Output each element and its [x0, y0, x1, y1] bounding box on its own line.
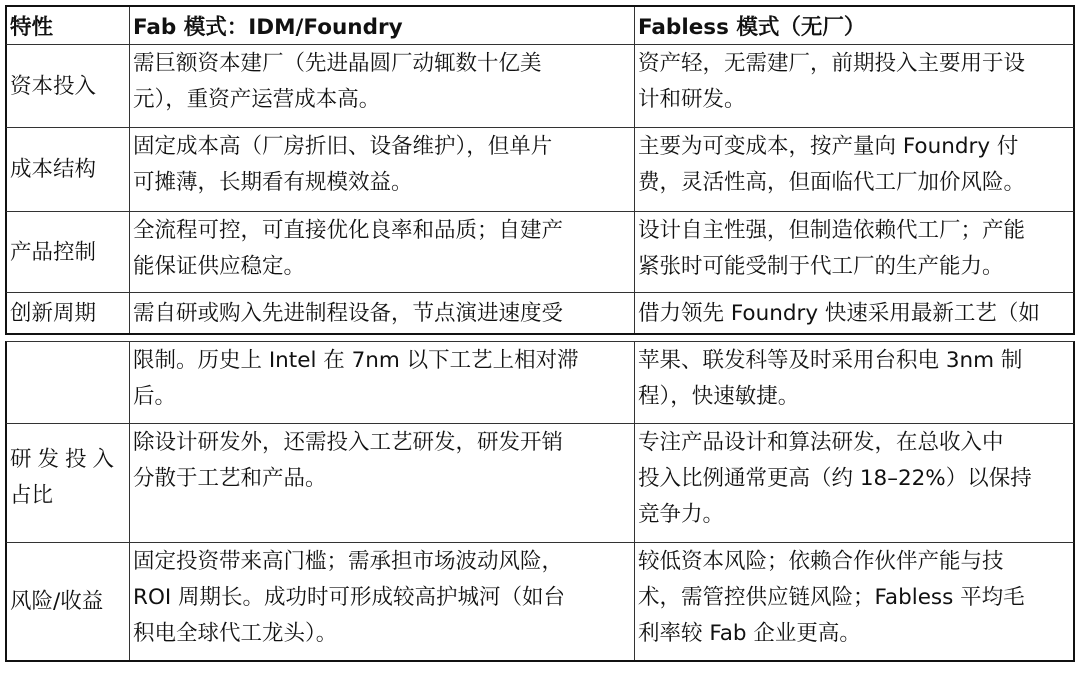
row-fab-cell [130, 342, 635, 423]
cell-line: 限制。历史上 Intel 在 7nm 以下工艺上相对滞 [133, 348, 579, 373]
cell-line: 需巨额资本建厂（先进晶圆厂动辄数十亿美 [133, 51, 542, 76]
row-feature [7, 212, 130, 292]
row-feature [7, 45, 130, 127]
header-fab: Fab 模式：IDM/Foundry [130, 7, 635, 44]
row-fab-cell [130, 128, 635, 211]
row-fabless-cell [635, 543, 1073, 660]
cell-line: 固定成本高（厂房折旧、设备维护），但单片 [133, 134, 553, 159]
row-feature [7, 543, 130, 660]
row-fabless-cell [635, 293, 1073, 333]
cell-line: 苹果、联发科等及时采用台积电 3nm 制 [638, 348, 1023, 373]
row-feature-label: 成本结构 [10, 157, 97, 182]
row-fabless-cell [635, 342, 1073, 423]
cell-line: 竞争力。 [638, 502, 725, 527]
row-feature-label: 占比 [10, 483, 54, 508]
table-row [5, 293, 1075, 335]
row-fab-cell [130, 424, 635, 542]
cell-line: 主要为可变成本，按产量向 Foundry 付 [638, 134, 1019, 159]
row-feature-label: 风险/收益 [10, 589, 104, 614]
row-feature-label: 研发投入 [10, 447, 121, 472]
row-feature [7, 424, 130, 542]
row-feature [7, 293, 130, 333]
row-fab-cell [130, 293, 635, 333]
row-feature-label: 资本投入 [10, 73, 97, 99]
row-feature [7, 128, 130, 211]
cell-line: 紧张时可能受制于代工厂的生产能力。 [638, 254, 1004, 279]
row-fab-cell [130, 45, 635, 127]
row-feature-label: 创新周期 [10, 301, 97, 326]
cell-line: 分散于工艺和产品。 [133, 466, 327, 491]
cell-line: 需自研或购入先进制程设备，节点演进速度受 [133, 301, 564, 326]
table-row [5, 128, 1075, 212]
table-header-row [5, 5, 1075, 45]
table-row [5, 341, 1075, 424]
cell-line: 专注产品设计和算法研发，在总收入中 [638, 430, 1004, 455]
cell-line: ROI 周期长。成功时可形成较高护城河（如台 [133, 585, 566, 610]
header-feature: 特性 [7, 7, 130, 44]
cell-line: 能保证供应稳定。 [133, 254, 306, 279]
row-fabless-cell [635, 45, 1073, 127]
cell-line: 费，灵活性高，但面临代工厂加价风险。 [638, 170, 1026, 195]
cell-line: 后。 [133, 384, 177, 409]
table-row [5, 543, 1075, 662]
row-fab-cell [130, 212, 635, 292]
row-fabless-cell [635, 128, 1073, 211]
row-feature [7, 342, 130, 423]
cell-line: 较低资本风险；依赖合作伙伴产能与技 [638, 549, 1004, 574]
cell-line: 术，需管控供应链风险；Fabless 平均毛 [638, 585, 1025, 610]
table-row [5, 212, 1075, 293]
row-feature-label: 产品控制 [10, 239, 97, 265]
cell-line: 设计自主性强，但制造依赖代工厂；产能 [638, 218, 1026, 243]
table-row [5, 424, 1075, 543]
cell-line: 积电全球代工龙头）。 [133, 621, 338, 646]
cell-line: 资产轻，无需建厂，前期投入主要用于设 [638, 51, 1026, 76]
cell-line: 除设计研发外，还需投入工艺研发，研发开销 [133, 430, 564, 455]
cell-line: 利率较 Fab 企业更高。 [638, 621, 861, 646]
cell-line: 借力领先 Foundry 快速采用最新工艺（如 [638, 301, 1040, 326]
row-fabless-cell [635, 424, 1073, 542]
row-fab-cell [130, 543, 635, 660]
cell-line: 投入比例通常更高（约 18–22%）以保持 [638, 466, 1032, 491]
cell-line: 元），重资产运营成本高。 [133, 87, 381, 112]
row-fabless-cell [635, 212, 1073, 292]
cell-line: 固定投资带来高门槛；需承担市场波动风险， [133, 549, 564, 574]
cell-line: 程），快速敏捷。 [638, 384, 800, 409]
cell-line: 计和研发。 [638, 87, 746, 112]
cell-line: 全流程可控，可直接优化良率和品质；自建产 [133, 218, 564, 243]
header-fabless: Fabless 模式（无厂） [638, 15, 866, 40]
cell-line: 可摊薄，长期看有规模效益。 [133, 170, 413, 195]
table-row [5, 45, 1075, 128]
comparison-table [5, 5, 1075, 662]
